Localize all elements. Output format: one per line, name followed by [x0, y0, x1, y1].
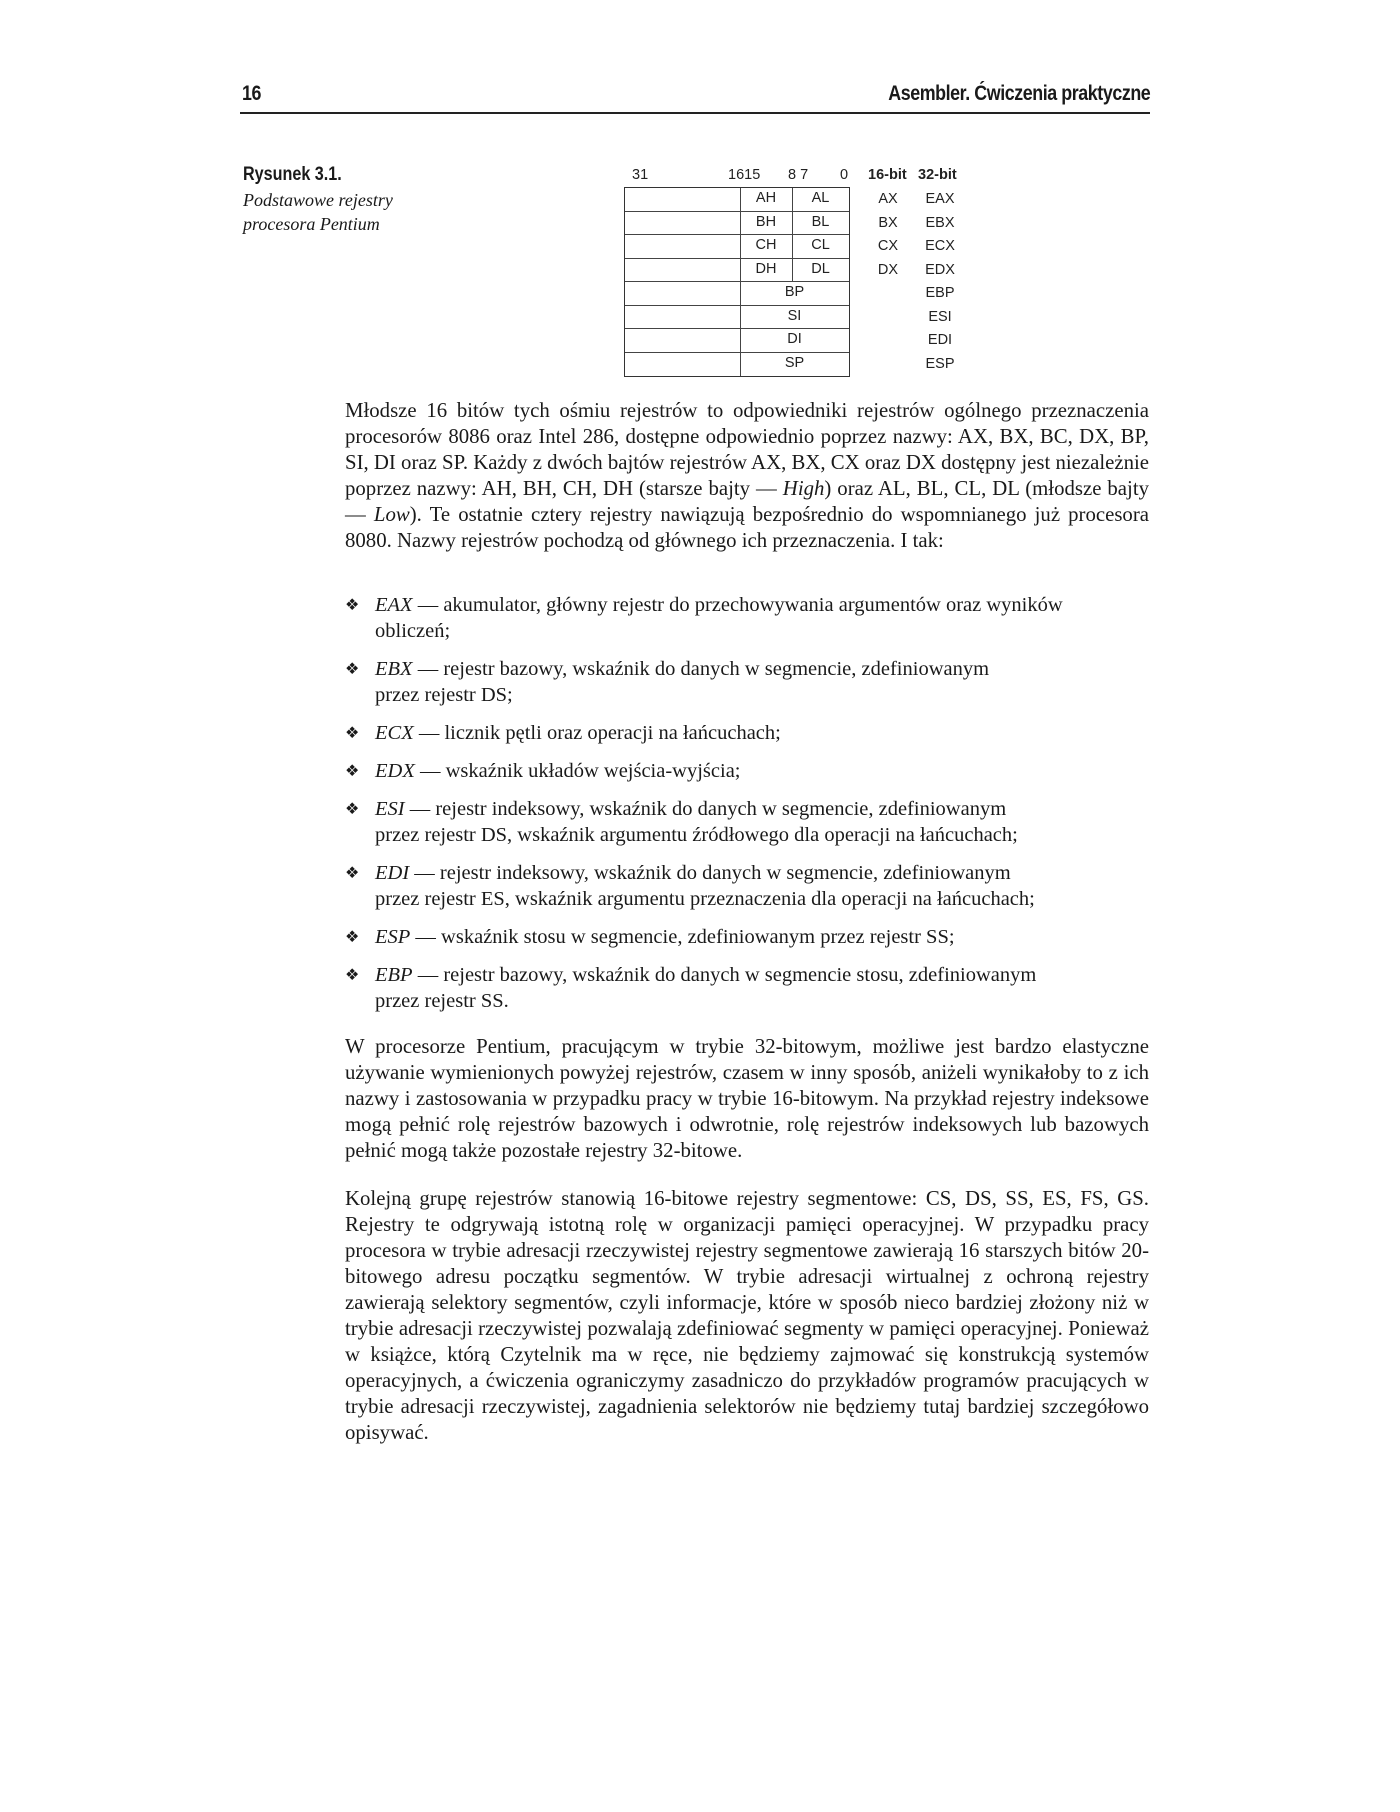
list-description: — rejestr indeksowy, wskaźnik do danych w segmencie, zdefiniowanym [409, 862, 1011, 884]
bullet-icon: ❖ [345, 761, 360, 780]
list-term: EAX [375, 594, 413, 616]
bullet-icon: ❖ [345, 595, 360, 614]
emphasis-low: Low [373, 503, 410, 526]
register-dh: DH [755, 260, 777, 277]
register-row [625, 353, 849, 377]
figure-label: Rysunek 3.1. [243, 164, 342, 185]
list-item [345, 758, 1165, 784]
list-item [345, 962, 1165, 1014]
register-al: AL [811, 190, 830, 206]
list-description: — licznik pętli oraz operacji na łańcuchach; [413, 722, 781, 744]
paragraph-text: Młodsze 16 bitów tych ośmiu rejestrów to odpowiedniki rejestrów ogólnego przeznaczenia procesorów 8086 oraz Intel 286, dostępne odpowiednio poprzez nazwy: AX, BX, BC, DX, BP, SI, DI oraz SP. Każdy z dwóch bajtów rejestrów AX, BX, CX oraz DX dostępny jest niezależnie poprzez nazwy: AH, BH, CH, DH (starsze bajty — [345, 399, 1149, 500]
emphasis-high: High [782, 477, 825, 500]
bullet-icon: ❖ [345, 863, 360, 882]
list-description-continued: przez rejestr DS, wskaźnik argumentu źródłowego dla operacji na łańcuchach; [375, 824, 1018, 846]
paragraph-intro [345, 398, 1149, 554]
list-description: — rejestr bazowy, wskaźnik do danych w segmencie, zdefiniowanym [412, 658, 990, 680]
register-bl: BL [811, 213, 830, 230]
list-term: ESP [375, 926, 411, 948]
paragraph-pentium: W procesorze Pentium, pracującym w trybie 32-bitowym, możliwe jest bardzo elastyczne używanie wymienionych powyżej rejestrów, czasem w inny sposób, aniżeli wynikałoby to z ich nazwy i zastosowania w przypadku pracy w trybie 16-bitowym. Na przykład rejestry indeksowe mogą pełnić rolę rejestrów bazowych i odwrotnie, rolę rejestrów indeksowych lub bazowych pełnić mogą także pozostałe rejestry 32-bitowe. [345, 1035, 1149, 1162]
list-description: — wskaźnik układów wejścia-wyjścia; [414, 760, 741, 782]
register-ecx: ECX [925, 238, 955, 254]
list-description-continued: przez rejestr DS; [375, 684, 513, 706]
register-row [625, 235, 849, 259]
list-item [345, 924, 1165, 950]
register-di: DI [787, 331, 802, 347]
register-eax: EAX [925, 191, 955, 207]
book-title: Asembler. Ćwiczenia praktyczne [887, 82, 1150, 105]
list-term: EBP [375, 964, 413, 986]
list-description: — rejestr indeksowy, wskaźnik do danych w segmencie, zdefiniowanym [404, 798, 1007, 820]
bit-label-31: 31 [632, 167, 649, 183]
figure-caption [243, 164, 443, 236]
bit-label-0: 0 [840, 167, 849, 183]
register-esi: ESI [928, 308, 952, 325]
register-esp: ESP [925, 355, 955, 372]
register-edx: EDX [925, 261, 955, 278]
register-row [625, 212, 849, 236]
register-ebx: EBX [925, 214, 955, 231]
list-item [345, 860, 1165, 912]
paragraph-segment-registers: Kolejną grupę rejestrów stanowią 16-bitowe rejestry segmentowe: CS, DS, SS, ES, FS, GS. Rejestry te odgrywają istotną rolę w organizacji pamięci operacyjnej. W przypadku pracy procesora w trybie adresacji rzeczywistej rejestry segmentowe zawierają 16 starszych bitów 20-bitowego adresu początku segmentów. W trybie adresacji wirtualnej z ochroną rejestry zawierają selektory segmentów, czyli informacje, które w sposób nieco bardziej złożony niż w trybie adresacji rzeczywistej pozwalają zdefiniować segmenty w pamięci operacyjnej. Ponieważ w książce, którą Czytelnik ma w ręce, nie będziemy zajmować się konstrukcją systemów operacyjnych, a ćwiczenia ograniczymy zasadniczo do przykładów programów pracujących w trybie adresacji rzeczywistej, zagadnienia selektorów nie będziemy tutaj bardziej szczegółowo opisywać. [345, 1187, 1149, 1444]
register-row [625, 306, 849, 330]
bullet-icon: ❖ [345, 659, 360, 678]
figure-description [243, 188, 443, 236]
register-row [625, 282, 849, 306]
list-term: EDX [375, 760, 415, 782]
list-term: EDI [375, 862, 410, 884]
register-si: SI [787, 307, 802, 324]
list-term: EBX [375, 658, 413, 680]
register-bp: BP [784, 284, 805, 300]
register-diagram [620, 163, 1000, 383]
list-item [345, 796, 1165, 848]
column-header-32bit: 32-bit [918, 167, 957, 183]
list-item [345, 720, 1165, 746]
register-row [625, 188, 849, 212]
list-description: — akumulator, główny rejestr do przechowywania argumentów oraz wyników [412, 594, 1063, 616]
register-bh: BH [755, 213, 777, 230]
bullet-icon: ❖ [345, 927, 360, 946]
register-sp: SP [784, 354, 805, 371]
bullet-icon: ❖ [345, 965, 360, 984]
column-header-16bit: 16-bit [868, 167, 907, 183]
register-ax: AX [878, 191, 898, 207]
list-description: — rejestr bazowy, wskaźnik do danych w segmencie stosu, zdefiniowanym [412, 964, 1037, 986]
list-description-continued: obliczeń; [375, 620, 451, 642]
figure-caption-line: procesora Pentium [243, 214, 380, 234]
list-term: ESI [375, 798, 405, 820]
register-dl: DL [811, 260, 830, 277]
register-box [624, 187, 850, 377]
register-ch: CH [755, 237, 777, 253]
bullet-icon: ❖ [345, 723, 360, 742]
register-ebp: EBP [925, 285, 955, 301]
register-bx: BX [878, 214, 898, 231]
list-description: — wskaźnik stosu w segmencie, zdefiniowanym przez rejestr SS; [410, 926, 955, 948]
page-number: 16 [242, 82, 262, 105]
list-item [345, 592, 1165, 644]
figure-caption-line: Podstawowe rejestry [243, 190, 393, 210]
register-dx: DX [877, 261, 899, 278]
bullet-icon: ❖ [345, 799, 360, 818]
bit-label-8-7: 8 7 [788, 167, 809, 183]
paragraph-text: ) oraz AL, BL, CL, DL (młodsze bajty — [345, 477, 1149, 526]
list-description-continued: przez rejestr SS. [375, 990, 509, 1012]
register-cx: CX [877, 238, 899, 254]
list-description-continued: przez rejestr ES, wskaźnik argumentu przeznaczenia dla operacji na łańcuchach; [375, 888, 1035, 910]
register-row [625, 329, 849, 353]
running-header [240, 82, 1150, 114]
register-row [625, 259, 849, 283]
list-term: ECX [375, 722, 414, 744]
paragraph-text: ). Te ostatnie cztery rejestry nawiązują bezpośrednio do wspomnianego już procesora 8080. Nazwy rejestrów pochodzą od głównego ich przeznaczenia. I tak: [345, 503, 1149, 552]
register-ah: AH [755, 190, 777, 206]
register-cl: CL [811, 237, 830, 253]
register-list [345, 592, 1165, 1014]
register-edi: EDI [927, 332, 953, 348]
bit-label-16-15: 1615 [728, 167, 761, 183]
list-item [345, 656, 1165, 708]
